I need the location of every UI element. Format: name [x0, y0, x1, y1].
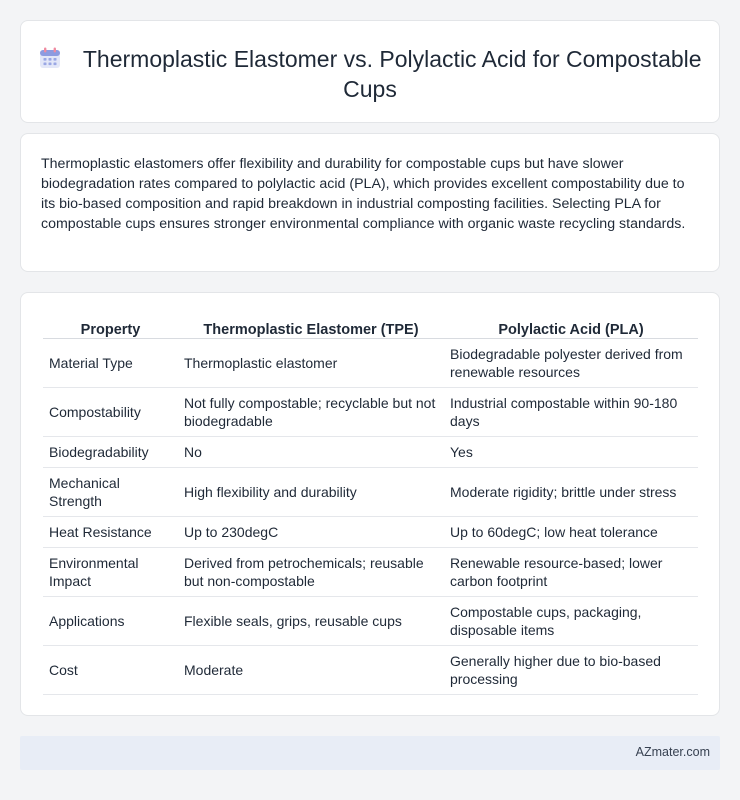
row-tpe-value: Not fully compostable; recyclable but not biodegradable: [178, 387, 444, 436]
row-property: Compostability: [43, 387, 178, 436]
table-row: [43, 547, 698, 596]
row-tpe-value: No: [178, 436, 444, 467]
row-tpe-value: Up to 230degC: [178, 516, 444, 547]
footer-brand: AZmater.com: [635, 745, 710, 759]
row-property: Cost: [43, 645, 178, 694]
calendar-icon: [38, 46, 62, 70]
row-tpe-value: Moderate: [178, 645, 444, 694]
header-pla: Polylactic Acid (PLA): [444, 315, 698, 338]
comparison-table: [43, 315, 698, 695]
row-tpe-value: Thermoplastic elastomer: [178, 338, 444, 387]
row-pla-value: Up to 60degC; low heat tolerance: [444, 516, 698, 547]
row-property: Mechanical Strength: [43, 467, 178, 516]
row-pla-value: Renewable resource-based; lower carbon footprint: [444, 547, 698, 596]
title-card: [20, 20, 720, 123]
summary-text: Thermoplastic elastomers offer flexibility and durability for compostable cups but have slower biodegradation rates compared to polylactic acid (PLA), which provides excellent compostability due to its bio-based composition and rapid breakdown in industrial composting facilities. Selecting PLA for compostable cups ensures stronger environmental compliance with organic waste recycling standards.: [41, 156, 686, 232]
table-row: [43, 645, 698, 694]
footer-bar: [20, 736, 720, 770]
header-property: Property: [43, 315, 178, 338]
row-property: Environmental Impact: [43, 547, 178, 596]
header-tpe: Thermoplastic Elastomer (TPE): [178, 315, 444, 338]
row-pla-value: Generally higher due to bio-based processing: [444, 645, 698, 694]
row-property: Heat Resistance: [43, 516, 178, 547]
comparison-card: [20, 292, 720, 716]
table-row: [43, 338, 698, 387]
table-row: [43, 596, 698, 645]
table-row: [43, 516, 698, 547]
row-property: Applications: [43, 596, 178, 645]
row-tpe-value: High flexibility and durability: [178, 467, 444, 516]
page-title: Thermoplastic Elastomer vs. Polylactic Acid for Compostable Cups: [82, 46, 702, 102]
row-pla-value: Moderate rigidity; brittle under stress: [444, 467, 698, 516]
row-pla-value: Compostable cups, packaging, disposable items: [444, 596, 698, 645]
row-pla-value: Biodegradable polyester derived from renewable resources: [444, 338, 698, 387]
row-tpe-value: Flexible seals, grips, reusable cups: [178, 596, 444, 645]
summary-card: [20, 133, 720, 272]
title-wrap: [21, 44, 719, 104]
row-property: Biodegradability: [43, 436, 178, 467]
table-row: [43, 436, 698, 467]
table-row: [43, 467, 698, 516]
row-tpe-value: Derived from petrochemicals; reusable but non-compostable: [178, 547, 444, 596]
table-row: [43, 387, 698, 436]
table-header-row: [43, 315, 698, 338]
row-pla-value: Industrial compostable within 90-180 days: [444, 387, 698, 436]
row-pla-value: Yes: [444, 436, 698, 467]
row-property: Material Type: [43, 338, 178, 387]
